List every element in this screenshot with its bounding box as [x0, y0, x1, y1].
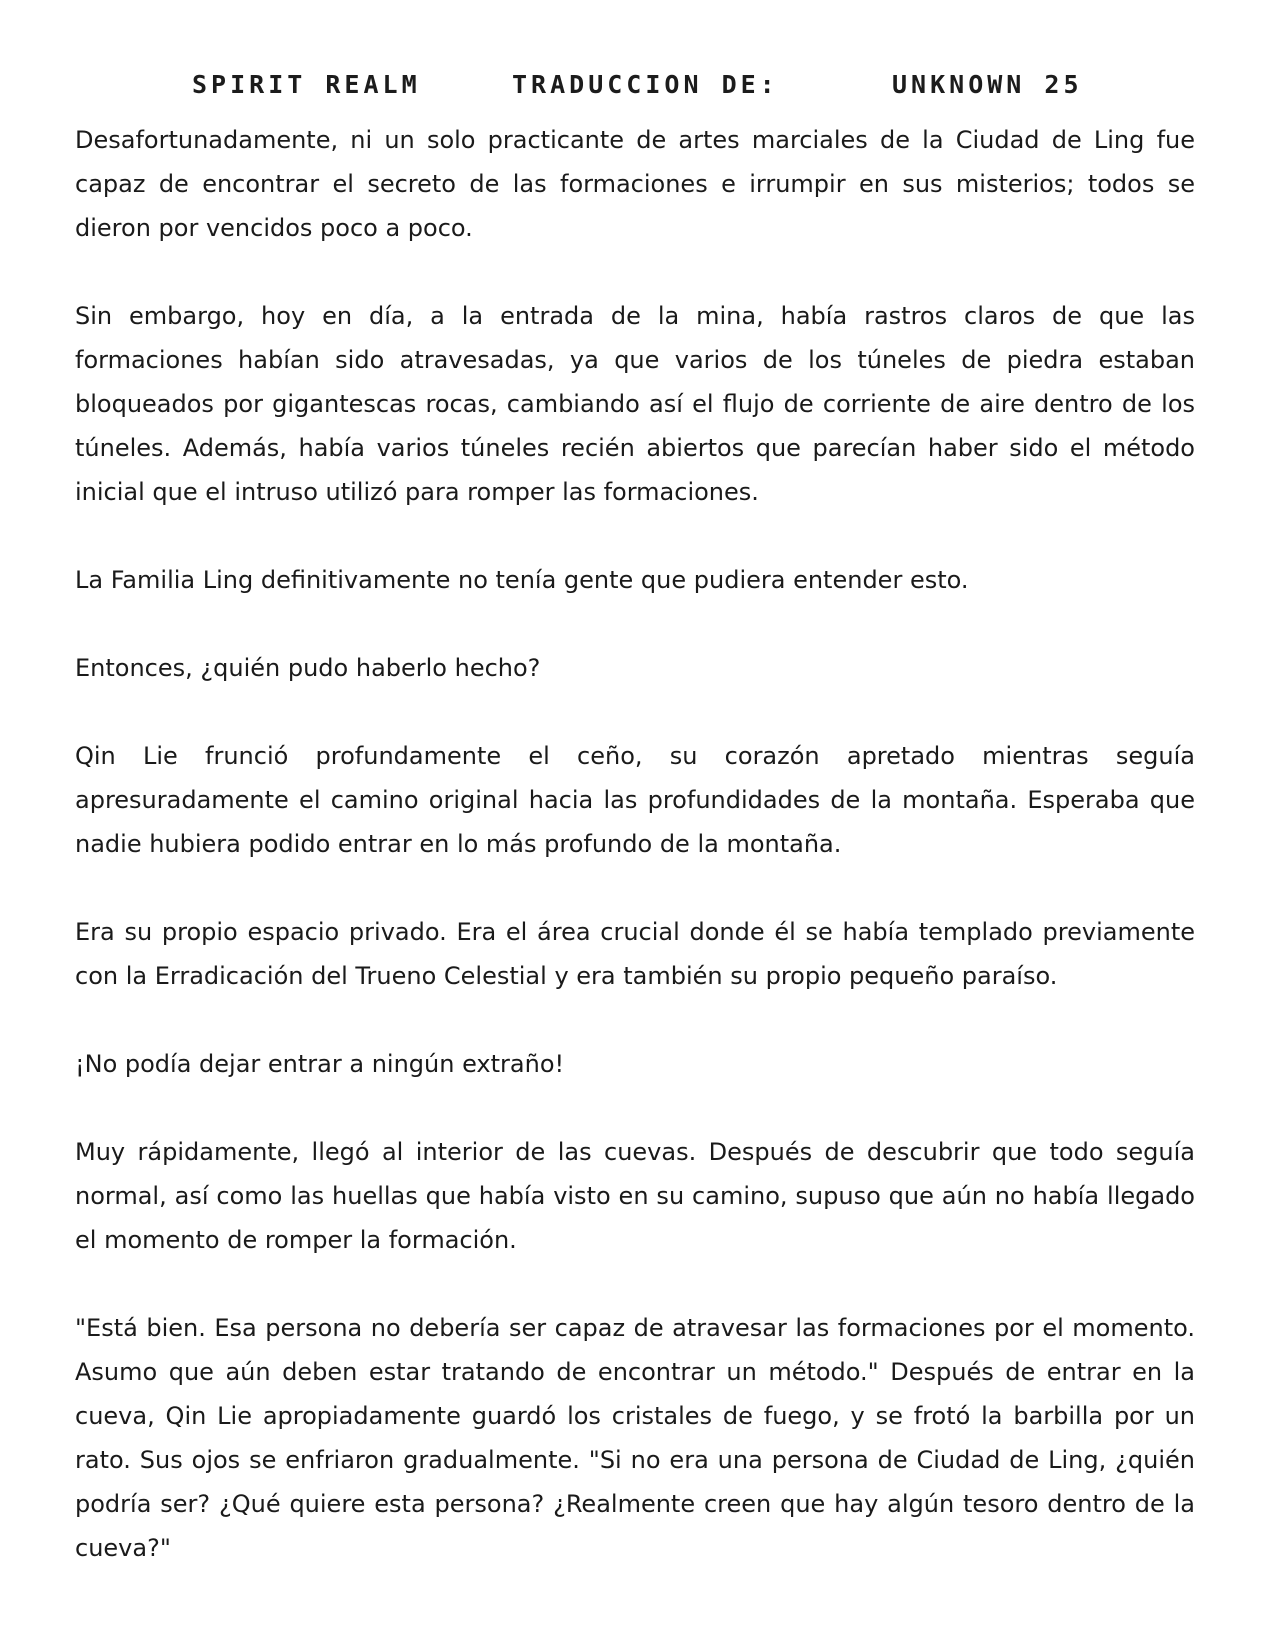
paragraph: ¡No podía dejar entrar a ningún extraño! — [75, 1050, 565, 1078]
header-series-title: SPIRIT REALM — [192, 70, 421, 99]
paragraph: La Familia Ling definitivamente no tenía gente que pudiera entender esto. — [75, 566, 969, 594]
paragraph: Desafortunadamente, ni un solo practicante de artes marciales de la Ciudad de Ling fue capaz de encontrar el secreto de las formaciones e irrumpir en sus misterios; todos se dieron por vencidos poco a poco. — [75, 126, 1195, 242]
page-header — [0, 70, 1275, 110]
paragraph: Sin embargo, hoy en día, a la entrada de la mina, había rastros claros de que las formaciones habían sido atravesadas, ya que varios de los túneles de piedra estaban bloqueados por gigantescas rocas, cambiando así el flujo de corriente de aire dentro de los túneles. Además, había varios túneles recién abiertos que parecían haber sido el método inicial que el intruso utilizó para romper las formaciones. — [75, 302, 1195, 506]
paragraph: Entonces, ¿quién pudo haberlo hecho? — [75, 654, 541, 682]
header-translator-name: UNKNOWN 25 — [892, 70, 1083, 99]
paragraph: Era su propio espacio privado. Era el área crucial donde él se había templado previamente con la Erradicación del Trueno Celestial y era también su propio pequeño paraíso. — [75, 918, 1195, 990]
paragraph: Qin Lie frunció profundamente el ceño, su corazón apretado mientras seguía apresuradamente el camino original hacia las profundidades de la montaña. Esperaba que nadie hubiera podido entrar en lo más profundo de la montaña. — [75, 742, 1195, 858]
header-translation-label: TRADUCCION DE: — [512, 70, 779, 99]
body-text — [75, 118, 1195, 1570]
paragraph: "Está bien. Esa persona no debería ser capaz de atravesar las formaciones por el momento. Asumo que aún deben estar tratando de encontrar un método." Después de entrar en la cueva, Qin Lie apropiadamente guardó los cristales de fuego, y se frotó la barbilla por un rato. Sus ojos se enfriaron gradualmente. "Si no era una persona de Ciudad de Ling, ¿quién podría ser? ¿Qué quiere esta persona? ¿Realmente creen que hay algún tesoro dentro de la cueva?" — [75, 1314, 1195, 1562]
paragraph: Muy rápidamente, llegó al interior de las cuevas. Después de descubrir que todo seguía normal, así como las huellas que había visto en su camino, supuso que aún no había llegado el momento de romper la formación. — [75, 1138, 1195, 1254]
